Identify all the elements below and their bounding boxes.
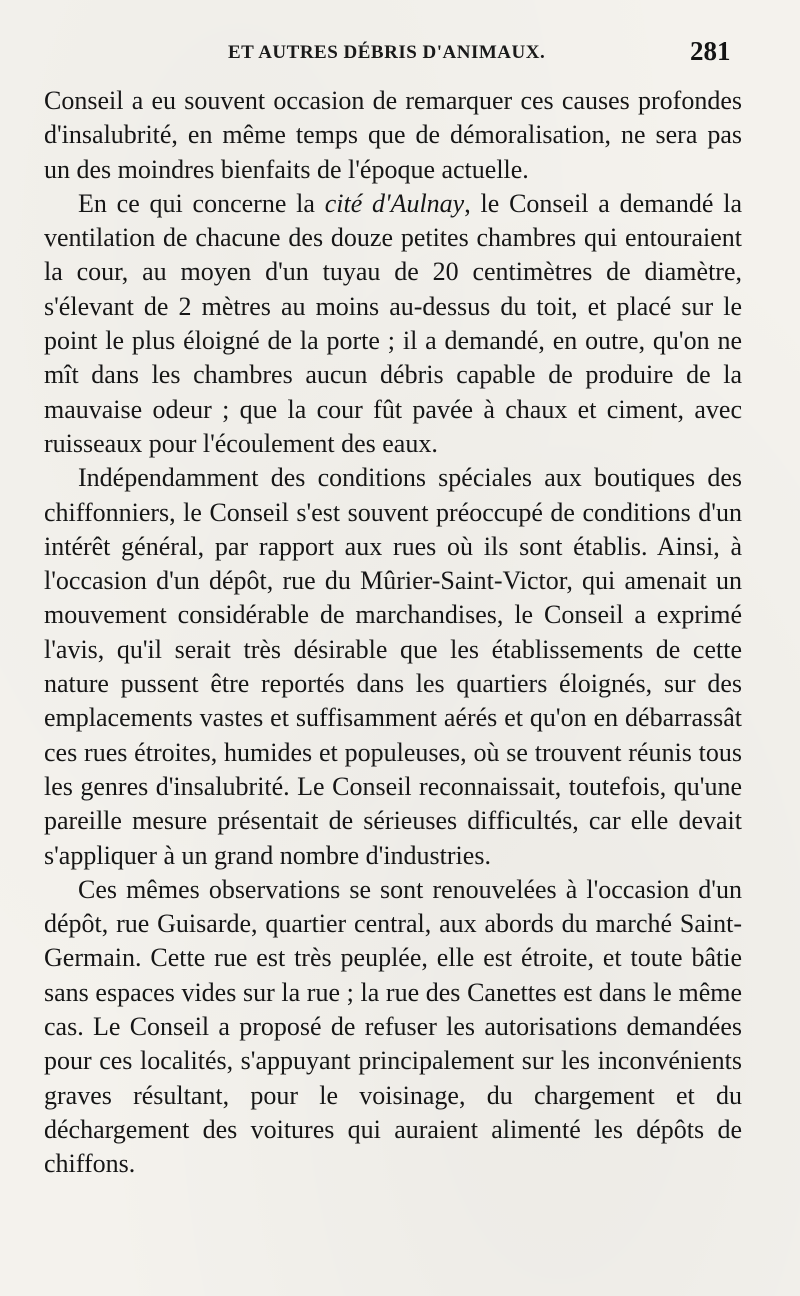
paragraph-text-after: , le Conseil a demandé la ventilation de chacune des douze petites chambres qui entouraient la cour, au moyen d'un tuyau de 20 centimètres de diamètre, s'élevant de 2 mètres au moins au-dessus du toit, et placé sur le point le plus éloigné de la porte ; il a demandé, en outre, qu'on ne mît dans les chambres aucun débris capable de produire de la mauvaise odeur ; que la cour fût pavée à chaux et ciment, avec ruisseaux pour l'écoulement des eaux.: [44, 188, 743, 458]
paragraph-chiffonniers: Indépendamment des conditions spéciales aux boutiques des chiffonniers, le Conseil s'est souvent préoccupé de conditions d'un intérêt général, par rapport aux rues où ils sont établis. Ainsi, à l'occasion d'un dépôt, rue du Mûrier-Saint-Victor, qui amenait un mouvement considérable de marchandises, le Conseil a exprimé l'avis, qu'il serait très désirable que les établissements de cette nature pussent être reportés dans les quartiers éloignés, sur des emplacements vastes et suffisamment aérés et qu'on en débarrassât ces rues étroites, humides et populeuses, où se trouvent réunis tous les genres d'insalubrité. Le Conseil reconnaissait, toutefois, qu'une pareille mesure présentait de sérieuses difficultés, car elle devait s'appliquer à un grand nombre d'industries.: [44, 463, 742, 870]
place-name-italic: cité d'Aulnay: [324, 188, 465, 218]
paragraph-continuation: Conseil a eu souvent occasion de remarquer ces causes profondes d'insalubrité, en même temps que de démoralisation, ne sera pas un des moindres bienfaits de l'époque actuelle.: [44, 86, 742, 184]
page-header: [0, 36, 800, 72]
page-number: 281: [690, 36, 731, 66]
paragraph-cite-aulnay: [44, 187, 742, 461]
running-head: ET AUTRES DÉBRIS D'ANIMAUX.: [228, 42, 546, 63]
body-text: [44, 84, 742, 1182]
paragraph-rue-guisarde: Ces mêmes observations se sont renouvelées à l'occasion d'un dépôt, rue Guisarde, quartier central, aux abords du marché Saint-Germain. Cette rue est très peuplée, elle est étroite, et toute bâtie sans espaces vides sur la rue ; la rue des Canettes est dans le même cas. Le Conseil a proposé de refuser les autorisations demandées pour ces localités, s'appuyant principalement sur les inconvénients graves résultant, pour le voisinage, du chargement et du déchargement des voitures qui auraient alimenté les dépôts de chiffons.: [44, 874, 742, 1179]
paragraph-text-before: En ce qui concerne la: [78, 188, 325, 218]
